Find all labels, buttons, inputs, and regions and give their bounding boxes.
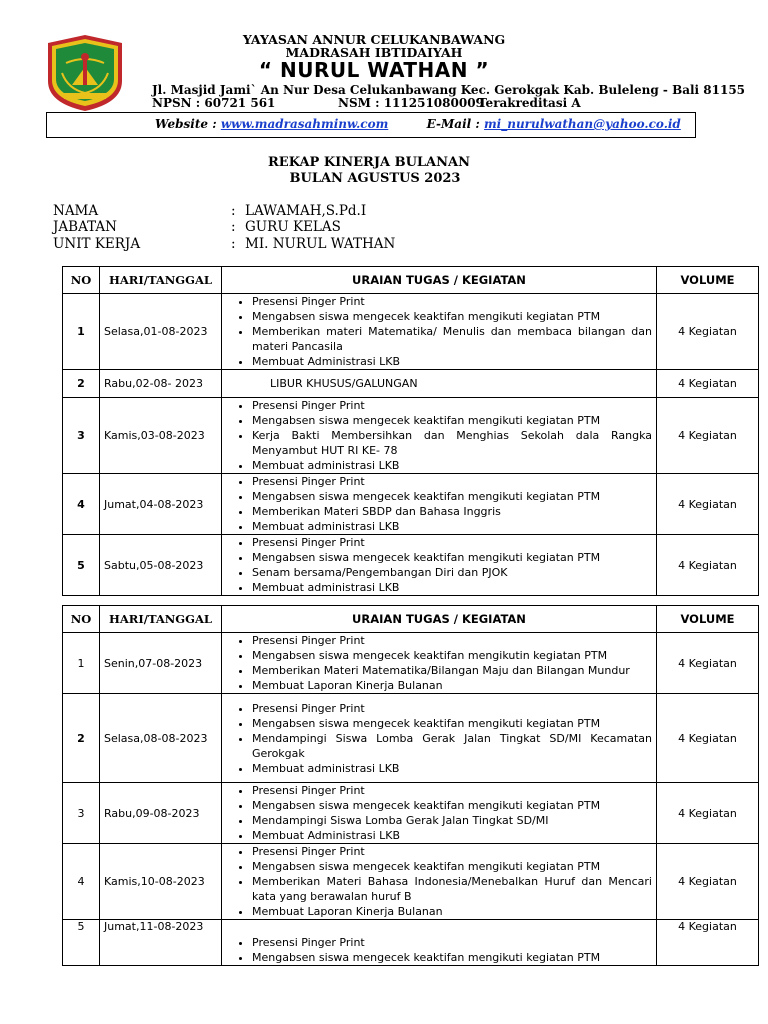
row-volume: 4 Kegiatan bbox=[657, 633, 759, 694]
task-item: • Membuat Administrasi LKB bbox=[252, 828, 652, 843]
task-item: • Memberikan Materi SBDP dan Bahasa Inggris bbox=[252, 504, 652, 519]
row-date: Rabu,09-08-2023 bbox=[100, 783, 222, 844]
email-link[interactable]: mi_nurulwathan@yahoo.co.id bbox=[483, 117, 681, 131]
row-date: Selasa,08-08-2023 bbox=[100, 694, 222, 783]
task-item: • Mengabsen siswa mengecek keaktifan mengikuti kegiatan PTM bbox=[252, 309, 652, 324]
task-item: • Presensi Pinger Print bbox=[252, 633, 652, 648]
table-row bbox=[63, 844, 759, 920]
task-list bbox=[226, 294, 652, 369]
row-volume: 4 Kegiatan bbox=[657, 920, 759, 966]
row-date: Rabu,02-08- 2023 bbox=[100, 370, 222, 398]
row-number: 5 bbox=[63, 535, 100, 596]
table-row bbox=[63, 783, 759, 844]
col-volume: VOLUME bbox=[657, 606, 759, 633]
employee-position: GURU KELAS bbox=[245, 219, 341, 235]
school-address: Jl. Masjid Jami` An Nur Desa Celukanbawang Kec. Gerokgak Kab. Buleleng - Bali 81155 bbox=[152, 83, 746, 97]
row-tasks bbox=[222, 474, 657, 535]
row-date: Selasa,01-08-2023 bbox=[100, 294, 222, 370]
row-date: Senin,07-08-2023 bbox=[100, 633, 222, 694]
task-item: • Presensi Pinger Print bbox=[252, 294, 652, 309]
task-item: • Membuat administrasi LKB bbox=[252, 458, 652, 473]
task-item: • Mendampingi Siswa Lomba Gerak Jalan Tingkat SD/MI Kecamatan Gerokgak bbox=[252, 731, 652, 761]
task-item: • Mengabsen siswa mengecek keaktifan mengikuti kegiatan PTM bbox=[252, 950, 652, 965]
row-volume: 4 Kegiatan bbox=[657, 535, 759, 596]
school-type: MADRASAH IBTIDAIYAH bbox=[285, 45, 463, 60]
info-jabatan: JABATAN : GURU KELAS bbox=[53, 219, 341, 235]
task-item: • Mengabsen siswa mengecek keaktifan mengikuti kegiatan PTM bbox=[252, 859, 652, 874]
row-tasks: LIBUR KHUSUS/GALUNGAN bbox=[222, 370, 657, 398]
col-no: NO bbox=[63, 267, 100, 294]
task-list bbox=[226, 633, 652, 693]
performance-table-2 bbox=[62, 605, 759, 966]
col-tasks: URAIAN TUGAS / KEGIATAN bbox=[222, 606, 657, 633]
contact-box bbox=[46, 112, 696, 138]
row-number: 2 bbox=[63, 694, 100, 783]
row-number: 3 bbox=[63, 398, 100, 474]
table-row bbox=[63, 920, 759, 966]
task-item: • Presensi Pinger Print bbox=[252, 701, 652, 716]
website-link[interactable]: www.madrasahminw.com bbox=[220, 117, 389, 131]
row-volume: 4 Kegiatan bbox=[657, 474, 759, 535]
table-row bbox=[63, 370, 759, 398]
task-item: • Membuat administrasi LKB bbox=[252, 519, 652, 534]
task-item: • Membuat administrasi LKB bbox=[252, 580, 652, 595]
task-item: • Membuat Laporan Kinerja Bulanan bbox=[252, 904, 652, 919]
row-number: 2 bbox=[63, 370, 100, 398]
report-period: BULAN AGUSTUS 2023 bbox=[289, 171, 461, 186]
row-volume: 4 Kegiatan bbox=[657, 694, 759, 783]
task-item: • Membuat administrasi LKB bbox=[252, 761, 652, 776]
col-date: HARI/TANGGAL bbox=[100, 606, 222, 633]
task-item: • Mengabsen siswa mengecek keaktifan mengikuti kegiatan PTM bbox=[252, 716, 652, 731]
task-item: • Presensi Pinger Print bbox=[252, 783, 652, 798]
table-row bbox=[63, 398, 759, 474]
task-item: • Memberikan materi Matematika/ Menulis dan membaca bilangan dan materi Pancasila bbox=[252, 324, 652, 354]
task-item: • Mengabsen siswa mengecek keaktifan mengikuti kegiatan PTM bbox=[252, 798, 652, 813]
col-volume: VOLUME bbox=[657, 267, 759, 294]
row-volume: 4 Kegiatan bbox=[657, 783, 759, 844]
row-tasks bbox=[222, 398, 657, 474]
row-tasks bbox=[222, 783, 657, 844]
table-row bbox=[63, 694, 759, 783]
task-item: • Presensi Pinger Print bbox=[252, 535, 652, 550]
row-date: Sabtu,05-08-2023 bbox=[100, 535, 222, 596]
school-name: “ NURUL WATHAN ” bbox=[258, 58, 490, 82]
table-row bbox=[63, 535, 759, 596]
task-list bbox=[226, 783, 652, 843]
task-item: • Mengabsen siswa mengecek keaktifan mengikuti kegiatan PTM bbox=[252, 413, 652, 428]
info-nama: NAMA : LAWAMAH,S.Pd.I bbox=[53, 203, 367, 219]
info-unit: UNIT KERJA : MI. NURUL WATHAN bbox=[53, 236, 396, 252]
task-item: • Presensi Pinger Print bbox=[252, 935, 652, 950]
row-number: 1 bbox=[63, 633, 100, 694]
col-date: HARI/TANGGAL bbox=[100, 267, 222, 294]
table-header-row bbox=[63, 606, 759, 633]
foundation-name: YAYASAN ANNUR CELUKANBAWANG bbox=[242, 32, 506, 47]
task-item: • Presensi Pinger Print bbox=[252, 398, 652, 413]
task-item: • Memberikan Materi Matematika/Bilangan Maju dan Bilangan Mundur bbox=[252, 663, 652, 678]
table-row bbox=[63, 633, 759, 694]
row-tasks bbox=[222, 694, 657, 783]
task-list bbox=[226, 844, 652, 919]
work-unit: MI. NURUL WATHAN bbox=[245, 236, 396, 252]
row-date: Jumat,04-08-2023 bbox=[100, 474, 222, 535]
table-row bbox=[63, 294, 759, 370]
task-list bbox=[226, 398, 652, 473]
task-item: • Kerja Bakti Membersihkan dan Menghias Sekolah dala Rangka Menyambut HUT RI KE- 78 bbox=[252, 428, 652, 458]
row-date: Jumat,11-08-2023 bbox=[100, 920, 222, 966]
employee-name: LAWAMAH,S.Pd.I bbox=[245, 203, 367, 219]
row-number: 5 bbox=[63, 920, 100, 966]
row-tasks bbox=[222, 844, 657, 920]
row-tasks bbox=[222, 633, 657, 694]
npsn: NPSN : 60721 561 bbox=[152, 96, 276, 110]
task-item: • Membuat Administrasi LKB bbox=[252, 354, 652, 369]
row-tasks bbox=[222, 294, 657, 370]
task-item: • Mengabsen siswa mengecek keaktifan mengikuti kegiatan PTM bbox=[252, 489, 652, 504]
task-list bbox=[226, 535, 652, 595]
row-date: Kamis,10-08-2023 bbox=[100, 844, 222, 920]
task-list bbox=[226, 474, 652, 534]
performance-table-1 bbox=[62, 266, 759, 596]
nsm: NSM : 111251080009 bbox=[338, 96, 484, 110]
task-item: • Mengabsen siswa mengecek keaktifan mengikuti kegiatan PTM bbox=[252, 550, 652, 565]
row-number: 4 bbox=[63, 474, 100, 535]
task-item: • Senam bersama/Pengembangan Diri dan PJOK bbox=[252, 565, 652, 580]
row-date: Kamis,03-08-2023 bbox=[100, 398, 222, 474]
col-no: NO bbox=[63, 606, 100, 633]
row-number: 4 bbox=[63, 844, 100, 920]
task-item: • Memberikan Materi Bahasa Indonesia/Menebalkan Huruf dan Mencari kata yang berawalan huruf B bbox=[252, 874, 652, 904]
row-volume: 4 Kegiatan bbox=[657, 398, 759, 474]
row-number: 1 bbox=[63, 294, 100, 370]
task-item: • Mendampingi Siswa Lomba Gerak Jalan Tingkat SD/MI bbox=[252, 813, 652, 828]
task-item: • Mengabsen siswa mengecek keaktifan mengikutin kegiatan PTM bbox=[252, 648, 652, 663]
accreditation: Terakreditasi A bbox=[478, 96, 581, 110]
task-item: • Presensi Pinger Print bbox=[252, 474, 652, 489]
task-item: • Membuat Laporan Kinerja Bulanan bbox=[252, 678, 652, 693]
table-row bbox=[63, 474, 759, 535]
row-tasks bbox=[222, 535, 657, 596]
contact-line: Website : www.madrasahminw.com E-Mail : mi_nurulwathan@yahoo.co.id bbox=[155, 117, 681, 131]
row-tasks bbox=[222, 920, 657, 966]
task-list bbox=[226, 701, 652, 776]
report-title: REKAP KINERJA BULANAN bbox=[267, 155, 470, 170]
task-item: • Presensi Pinger Print bbox=[252, 844, 652, 859]
row-volume: 4 Kegiatan bbox=[657, 370, 759, 398]
row-volume: 4 Kegiatan bbox=[657, 844, 759, 920]
row-number: 3 bbox=[63, 783, 100, 844]
table-header-row bbox=[63, 267, 759, 294]
col-tasks: URAIAN TUGAS / KEGIATAN bbox=[222, 267, 657, 294]
row-volume: 4 Kegiatan bbox=[657, 294, 759, 370]
task-list bbox=[226, 935, 652, 965]
